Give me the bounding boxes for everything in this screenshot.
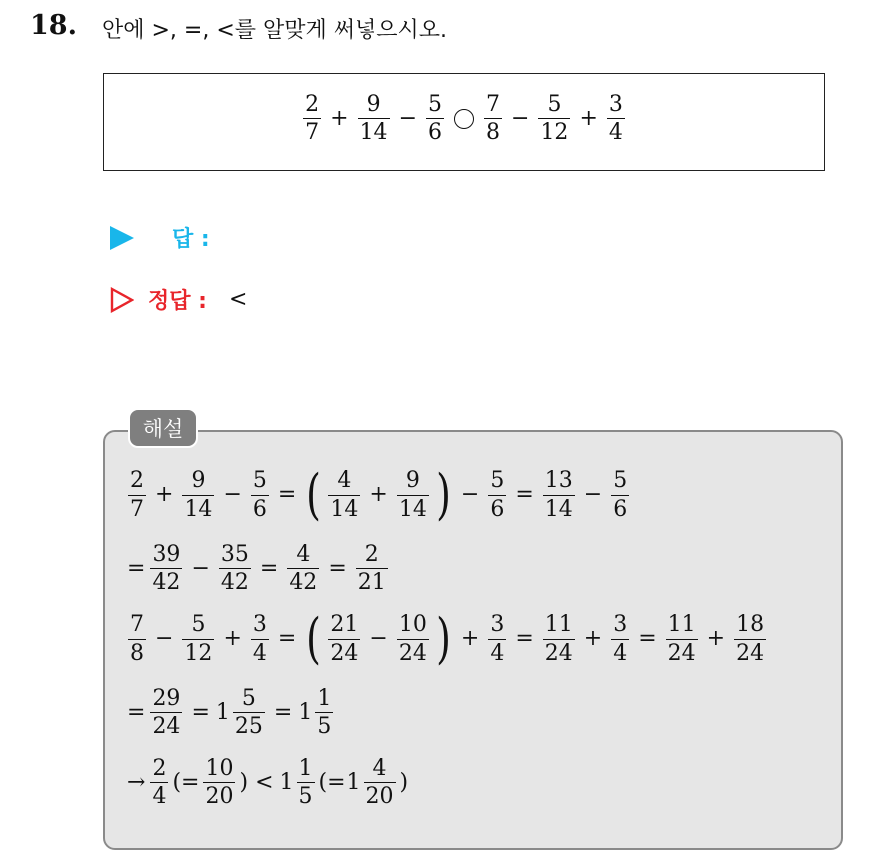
fraction: $\frac{13}{14}$ [544,468,573,522]
explanation-tab: 해설 [128,408,198,448]
fraction: $\frac{5}{25}$ [234,686,263,740]
fraction: $\frac{5}{6}$ [252,468,267,522]
fraction: $\frac{2}{7}$ [305,92,320,146]
fraction: $\frac{10}{24}$ [398,612,427,666]
fraction: $\frac{3}{4}$ [490,612,505,666]
whole-number: 1 [346,769,361,795]
fraction: $\frac{3}{4}$ [613,612,628,666]
whole-number: 1 [279,769,294,795]
fraction: $\frac{39}{42}$ [152,542,181,596]
question-instruction: 안에 >, =, <를 알맞게 써넣으시오. [102,18,448,43]
fraction: $\frac{10}{20}$ [205,756,234,810]
operator: + [579,105,598,131]
operator: − [398,105,417,131]
explanation-line-4: = $\frac{29}{24}$ = 1 $\frac{5}{25}$ = 1 $\frac{1}{5}$ [127,686,332,740]
play-arrow-icon [110,226,134,250]
solution-row [110,284,247,315]
fraction: $\frac{29}{24}$ [152,686,181,740]
less-than-sign: < [255,769,274,795]
problem-box [103,73,825,171]
explanation-line-5: → $\frac{2}{4}$ (= $\frac{10}{20}$ ) < 1 $\frac{1}{5}$ (= 1 $\frac{4}{20}$ ) [127,756,409,810]
explanation-line-3: $\frac{7}{8}$ − $\frac{5}{12}$ + $\frac{3}{4}$ = ( $\frac{21}{24}$ − $\frac{10}{24}$ ) + $\frac{3}{4}$ = $\frac{11}{24}$ + $\frac{3}{4}$ = $\frac{11}{24}$ + $\frac{18}{24}$ [130,607,765,670]
explanation-line-2: = $\frac{39}{42}$ − $\frac{35}{42}$ = $\frac{4}{42}$ = $\frac{2}{21}$ [127,542,386,596]
fraction: $\frac{2}{21}$ [357,542,386,596]
fraction: $\frac{5}{6}$ [613,468,628,522]
fraction: $\frac{35}{42}$ [220,542,249,596]
operator: − [511,105,530,131]
fraction: $\frac{9}{14}$ [398,468,427,522]
fraction: $\frac{4}{42}$ [289,542,318,596]
fraction: $\frac{2}{7}$ [130,468,144,522]
whole-number: 1 [215,699,230,725]
fraction: $\frac{1}{5}$ [317,686,332,740]
fraction: $\frac{5}{6}$ [490,468,505,522]
fraction: $\frac{5}{12}$ [540,92,569,146]
explanation-line-1: $\frac{2}{7}$ + $\frac{9}{14}$ − $\frac{5}{6}$ = ( $\frac{4}{14}$ + $\frac{9}{14}$ ) − $\frac{5}{6}$ = $\frac{13}{14}$ − $\frac{5}{6}$ [130,463,628,526]
solution-value: < [228,287,248,312]
fraction: $\frac{4}{14}$ [330,468,359,522]
fraction: $\frac{21}{24}$ [330,612,359,666]
fraction: $\frac{18}{24}$ [736,612,765,666]
fraction: $\frac{11}{24}$ [544,612,573,666]
fraction: $\frac{5}{12}$ [184,612,213,666]
answer-row [110,222,210,253]
question-number: 18. [30,10,77,41]
outline-arrow-icon [110,287,134,313]
operator: + [330,105,349,131]
comparison-blank-circle-icon[interactable] [454,109,474,129]
fraction: $\frac{5}{6}$ [428,92,442,146]
fraction: $\frac{11}{24}$ [667,612,696,666]
implies-arrow-icon: → [127,769,146,795]
problem-expression [104,92,824,146]
fraction: $\frac{7}{8}$ [486,92,500,146]
fraction: $\frac{9}{14}$ [184,468,213,522]
fraction: $\frac{7}{8}$ [130,612,144,666]
answer-label: 답 : [172,227,210,252]
fraction: $\frac{4}{20}$ [365,756,394,810]
fraction: $\frac{2}{4}$ [152,756,167,810]
fraction: $\frac{3}{4}$ [608,92,623,146]
whole-number: 1 [298,699,313,725]
fraction: $\frac{1}{5}$ [298,756,313,810]
fraction: $\frac{3}{4}$ [252,612,267,666]
fraction: $\frac{9}{14}$ [359,92,388,146]
solution-label: 정답 : [148,289,207,314]
